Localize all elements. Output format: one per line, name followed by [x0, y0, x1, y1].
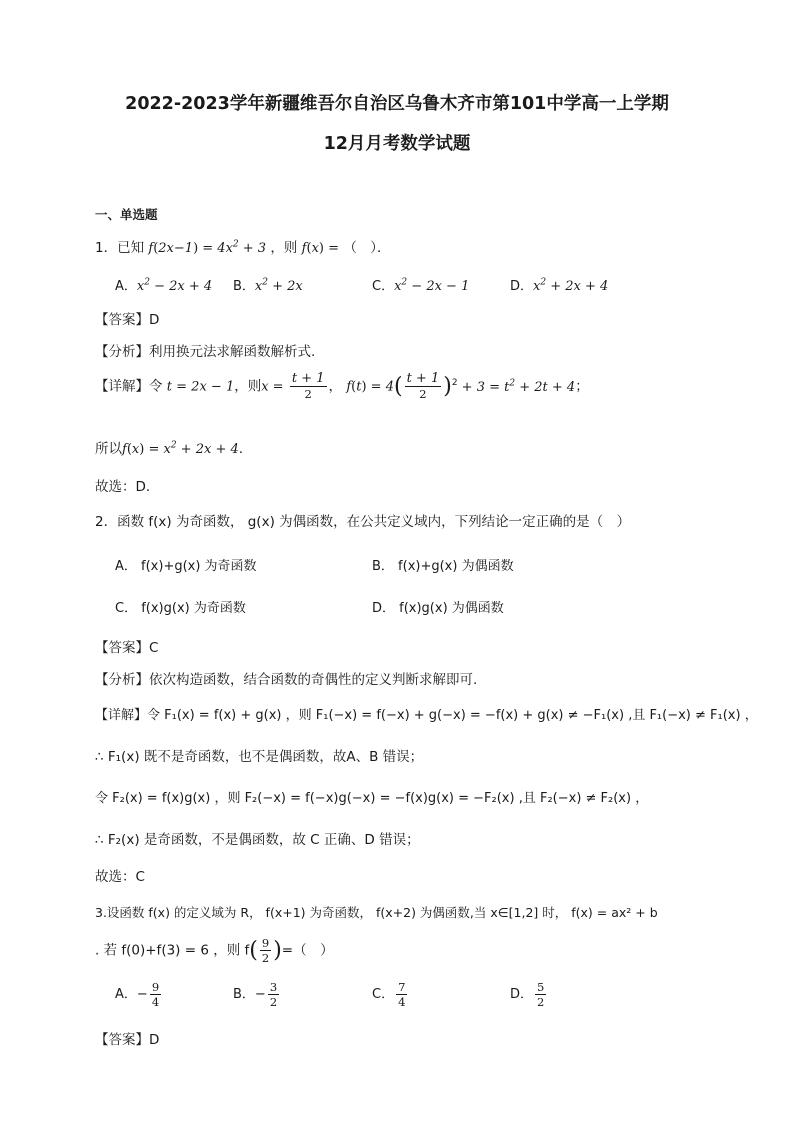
- q3-option-a[interactable]: A．− $\frac{9}{4}$: [115, 980, 160, 1009]
- q1-stem-end: （ ）．: [343, 240, 391, 256]
- q1-analysis: 【分析】利用换元法求解函数解析式.: [95, 344, 316, 360]
- q1-option-a[interactable]: A．$x^2 - 2x + 4$: [115, 277, 213, 294]
- q2-detail-line3: 令 F₂(x) = f(x)g(x) ，则 F₂(−x) = f(−x)g(−x) = −f(x)g(x) = −F₂(x) ,且 F₂(−x) ≠ F₂(x) ，: [95, 791, 649, 806]
- exam-title-line2: 12月月考数学试题: [323, 134, 471, 154]
- q2-option-a[interactable]: A． f(x)+g(x) 为奇函数: [115, 559, 257, 574]
- q2-analysis: 【分析】依次构造函数，结合函数的奇偶性的定义判断求解即可.: [95, 672, 478, 688]
- q1-conclusion: 所以$f(x) = x^2 + 2x + 4$.: [95, 440, 244, 457]
- q1-detail: 【详解】令 t = 2x − 1，则x = $\frac{t + 1}{2}$ ， f(t) = 4( $\frac{t + 1}{2}$ )$^2 + 3 = t^2 + 2t + 4$；: [95, 371, 589, 401]
- q1-option-c[interactable]: C．$x^2 - 2x - 1$: [372, 277, 470, 294]
- exam-title-line1: 2022-2023学年新疆维吾尔自治区乌鲁木齐市第101中学高一上学期: [125, 94, 669, 114]
- q1-given: $f(2x-1) = 4x^2 + 3$: [148, 239, 267, 256]
- q3-option-c[interactable]: C． $\frac{7}{4}$: [372, 980, 406, 1009]
- q2-detail-line1: 【详解】令 F₁(x) = f(x) + g(x) ，则 F₁(−x) = f(−x) + g(−x) = −f(x) + g(x) ≠ −F₁(x) ,且 F₁(−x) ≠ F₁(x) ，: [95, 708, 758, 723]
- q3-answer: 【答案】D: [95, 1032, 160, 1048]
- q1-target: f(x) =: [301, 241, 340, 256]
- q2-answer: 【答案】C: [95, 640, 159, 656]
- section-heading: 一、单选题: [95, 207, 158, 222]
- q2-stem: 2．函数 f(x) 为奇函数， g(x) 为偶函数，在公共定义域内，下列结论一定正确的是（ ）: [95, 514, 631, 530]
- q2-option-c[interactable]: C． f(x)g(x) 为奇函数: [115, 601, 246, 616]
- q3-option-d[interactable]: D． $\frac{5}{2}$: [510, 980, 545, 1009]
- q2-choose: 故选：C: [95, 869, 145, 885]
- q2-detail-line2: ∴ F₁(x) 既不是奇函数，也不是偶函数，故A、B 错误；: [95, 749, 424, 765]
- q3-stem-line1: 3.设函数 f(x) 的定义域为 R， f(x+1) 为奇函数， f(x+2) 为偶函数,当 x∈[1,2] 时， f(x) = ax² + b: [95, 905, 658, 920]
- q1-option-d[interactable]: D．$x^2 + 2x + 4$: [510, 277, 609, 294]
- q1-stem-mid: ，则: [270, 240, 298, 256]
- q2-detail-line4: ∴ F₂(x) 是奇函数，不是偶函数，故 C 正确、D 错误；: [95, 832, 420, 848]
- q1-option-b[interactable]: B．$x^2 + 2x$: [233, 277, 303, 294]
- q1-answer: 【答案】D: [95, 312, 160, 328]
- q3-option-b[interactable]: B．− $\frac{3}{2}$: [233, 980, 278, 1009]
- q2-option-b[interactable]: B． f(x)+g(x) 为偶函数: [372, 559, 514, 574]
- q3-stem-line2: . 若 f(0)+f(3) = 6 ，则 f( $\frac{9}{2}$ )=（ ）: [95, 936, 334, 965]
- q1-number: 1．已知: [95, 240, 145, 256]
- q1-choose: 故选：D.: [95, 479, 151, 495]
- q1-stem: [95, 236, 391, 256]
- q2-option-d[interactable]: D． f(x)g(x) 为偶函数: [372, 601, 504, 616]
